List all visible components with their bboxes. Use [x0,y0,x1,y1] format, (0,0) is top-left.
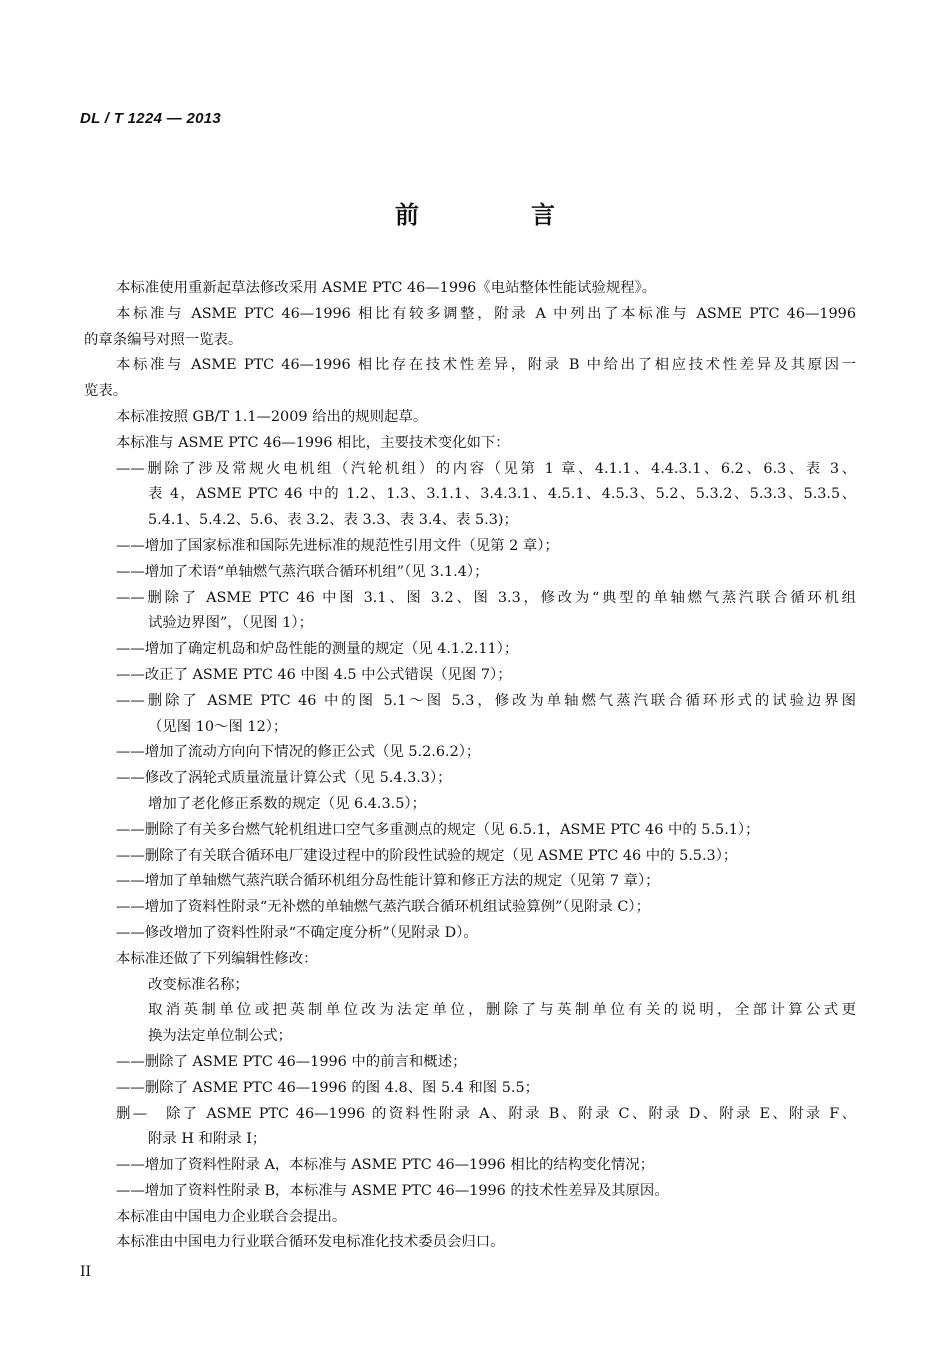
list-item-continuation: （见图 10～图 12）； [148,718,288,735]
list-item: ——改正了 ASME PTC 46 中图 4.5 中公式错误（见图 7）； [116,666,512,683]
paragraph-line: 览表。 [84,383,128,400]
list-item: 取消英制单位或把英制单位改为法定单位，删除了与英制单位有关的说明，全部计算公式更 [148,1002,856,1019]
list-item: ——删除了有关多台燃气轮机组进口空气多重测点的规定（见 6.5.1，ASME PTC 46 中的 5.5.1）； [116,821,760,838]
paragraph-line: 本标准与 ASME PTC 46—1996 相比存在技术性差异，附录 B 中给出了相应技术性差异及其原因一 [116,357,856,374]
list-item: ——增加了资料性附录“无补燃的单轴燃气蒸汽联合循环机组试验算例”（见附录 C）； [116,899,650,916]
list-item: ——删除了涉及常规火电机组（汽轮机组）的内容（见第 1 章、4.1.1、4.4.3.1、6.2、6.3、表 3、 [116,460,856,477]
standard-id: DL / T 1224 — 2013 [80,110,222,127]
list-item: 增加了老化修正系数的规定（见 6.4.3.5）； [148,795,426,812]
list-item: ——删除了 ASME PTC 46 中的图 5.1～图 5.3，修改为单轴燃气蒸汽联合循环形式的试验边界图 [116,692,856,709]
list-item: ——增加了单轴燃气蒸汽联合循环机组分岛性能计算和修正方法的规定（见第 7 章）； [116,873,660,890]
list-item: ——修改增加了资料性附录“不确定度分析”（见附录 D）。 [116,924,478,941]
list-item: ——删除了 ASME PTC 46—1996 中的前言和概述； [116,1053,467,1070]
list-item: ——删除了 ASME PTC 46—1996 的图 4.8、图 5.4 和图 5.5； [116,1079,540,1096]
paragraph-line: 本标准按照 GB/T 1.1—2009 给出的规则起草。 [116,408,428,425]
paragraph-line: 本标准与 ASME PTC 46—1996 相比有较多调整，附录 A 中列出了本标准与 ASME PTC 46—1996 [116,305,856,322]
list-item-continuation: 附录 H 和附录 I； [148,1131,267,1148]
list-item: 删— 除了 ASME PTC 46—1996 的资料性附录 A、附录 B、附录 C、附录 D、附录 E、附录 F、 [116,1105,856,1122]
list-item: ——增加了资料性附录 A，本标准与 ASME PTC 46—1996 相比的结构变化情况； [116,1157,655,1174]
paragraph-line: 本标准由中国电力行业联合循环发电标准化技术委员会归口。 [116,1234,505,1251]
list-item: ——删除了 ASME PTC 46 中图 3.1、图 3.2、图 3.3，修改为“典型的单轴燃气蒸汽联合循环机组 [116,589,856,606]
paragraph-line: 本标准与 ASME PTC 46—1996 相比，主要技术变化如下： [116,434,510,451]
list-item-continuation: 5.4.1、5.4.2、5.6、表 3.2、表 3.3、表 3.4、表 5.3)； [148,512,518,529]
page-title: 前 言 [395,201,599,229]
paragraph-line: 本标准还做了下列编辑性修改： [116,950,318,967]
list-item: ——增加了资料性附录 B，本标准与 ASME PTC 46—1996 的技术性差异及其原因。 [116,1182,669,1199]
paragraph-line: 本标准由中国电力企业联合会提出。 [116,1208,347,1225]
document-body [84,276,856,1256]
list-item: ——增加了流动方向向下情况的修正公式（见 5.2.6.2）； [116,744,481,761]
list-item: ——增加了国家标准和国际先进标准的规范性引用文件（见第 2 章）； [116,537,559,554]
list-item-continuation: 表 4，ASME PTC 46 中的 1.2、1.3、3.1.1、3.4.3.1、4.5.1、4.5.3、5.2、5.3.2、5.3.3、5.3.5、 [148,486,856,503]
list-item-continuation: 试验边界图”，（见图 1）； [148,615,313,632]
list-item-continuation: 换为法定单位制公式； [148,1028,292,1045]
paragraph-line: 本标准使用重新起草法修改采用 ASME PTC 46—1996《电站整体性能试验规程》。 [116,280,657,296]
list-item: ——删除了有关联合循环电厂建设过程中的阶段性试验的规定（见 ASME PTC 46 中的 5.5.3）； [116,847,738,864]
list-item: ——修改了涡轮式质量流量计算公式（见 5.4.3.3）； [116,770,452,787]
list-item: ——增加了术语“单轴燃气蒸汽联合循环机组”（见 3.1.4）； [116,563,489,580]
list-item: ——增加了确定机岛和炉岛性能的测量的规定（见 4.1.2.11）； [116,641,519,658]
list-item: 改变标准名称； [148,976,249,993]
page-number: II [80,1264,92,1280]
paragraph-line: 的章条编号对照一览表。 [84,331,243,348]
